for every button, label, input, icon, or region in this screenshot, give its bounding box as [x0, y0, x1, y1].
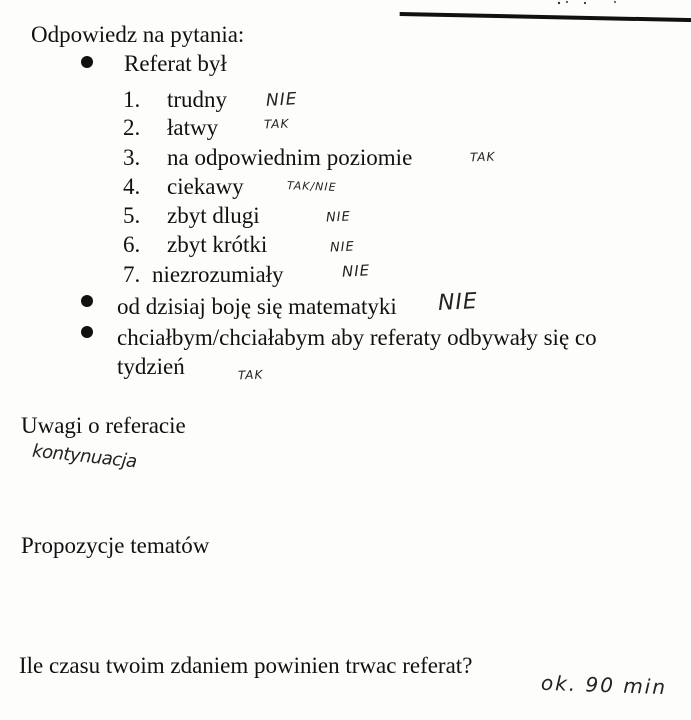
q1-item-text: zbyt krótki	[167, 232, 268, 257]
q1-item-text: niezrozumiały	[152, 262, 284, 287]
q1-item-num: 2.	[123, 115, 141, 140]
q2-answer: NIE	[437, 288, 479, 317]
q1-item-answer: TAK	[263, 116, 290, 132]
q1-item-num: 1.	[123, 87, 141, 112]
survey-heading: Odpowiedz na pytania:	[31, 22, 245, 47]
scan-specks	[555, 0, 691, 6]
q1-title: Referat był	[124, 51, 227, 76]
q1-item-answer: NIE	[341, 261, 371, 281]
q1-item-num: 4.	[123, 174, 141, 199]
q3-line2: tydzień	[117, 354, 185, 379]
bullet-icon	[81, 326, 93, 338]
q2-text: od dzisiaj boję się matematyki	[117, 294, 397, 319]
q1-item-answer: TAK/NIE	[286, 179, 337, 194]
duration-label: Ile czasu twoim zdaniem powinien trwac referat?	[19, 653, 473, 678]
q1-item-answer: NIE	[329, 239, 356, 256]
q1-item-num: 7.	[123, 262, 141, 287]
bullet-icon	[81, 295, 93, 307]
q3-line1: chciałbym/chciałabym aby referaty odbywały się co	[117, 325, 597, 350]
topics-label: Propozycje tematów	[21, 533, 210, 558]
q1-item-text: zbyt dlugi	[167, 203, 260, 228]
q1-item-text: trudny	[167, 87, 228, 112]
q1-item-num: 5.	[123, 203, 141, 228]
q1-item-answer: TAK	[469, 149, 496, 165]
q3-answer: TAK	[237, 367, 264, 383]
q1-item-num: 3.	[123, 145, 141, 170]
q1-item-num: 6.	[123, 232, 141, 257]
q1-item-text: na odpowiednim poziomie	[167, 145, 413, 170]
duration-answer: ok. 90 min	[540, 670, 668, 700]
remarks-label: Uwagi o referacie	[21, 413, 186, 438]
bullet-icon	[81, 56, 93, 68]
q1-item-text: łatwy	[167, 115, 219, 140]
q1-item-answer: NIE	[325, 209, 352, 226]
remarks-answer: kontynuacja	[31, 440, 138, 473]
q1-item-answer: NIE	[265, 89, 298, 111]
q1-item-text: ciekawy	[167, 174, 244, 199]
